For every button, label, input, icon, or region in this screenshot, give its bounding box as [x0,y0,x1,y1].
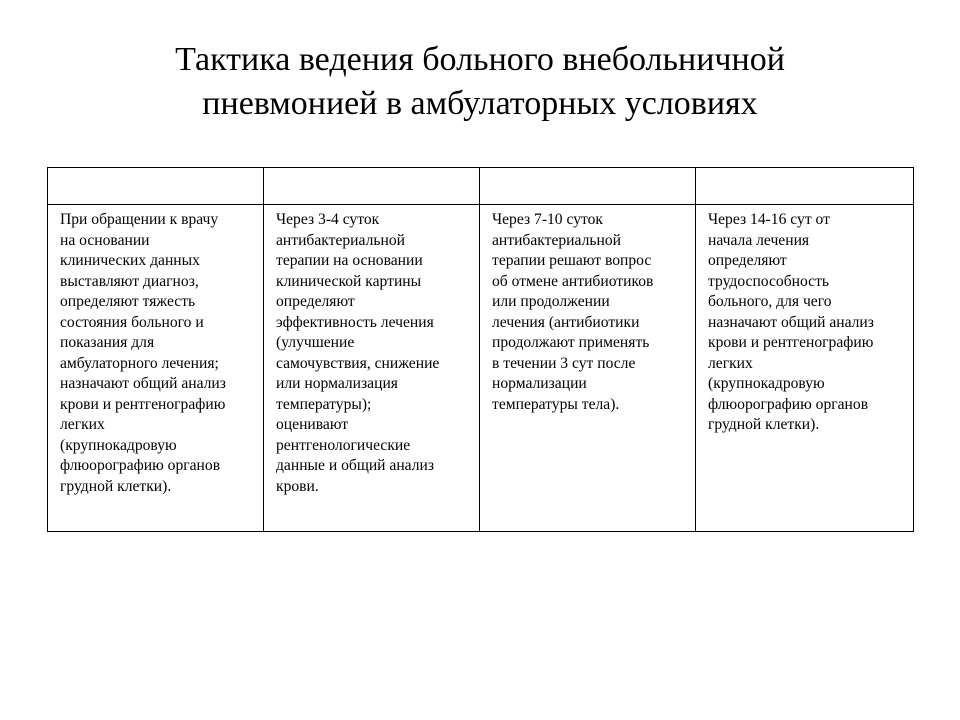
header-cell [696,168,914,205]
cell-text: Через 7-10 суток антибактериальной терапии решают вопрос об отмене антибиотиков или продолжении лечения (антибиотики продолжают применять в течении 3 сут после нормализации температуры тела). [492,211,654,413]
cell-text: Через 3-4 суток антибактериальной терапии на основании клинической картины определяют эффективность лечения (улучшение самочувствия, снижение или нормализация температуры); оценивают рентгенологические данные и общий анализ крови. [276,211,440,495]
table-cell-day-7-10 [480,205,696,532]
table-cell-day-14-16 [696,205,914,532]
cell-text: Через 14-16 сут от начала лечения определяют трудоспособность больного, для чего назначают общий анализ крови и рентгенографию легких (крупнокадровую флюорографию органов грудной клетки). [708,211,874,433]
table-cell-initial-visit [48,205,264,532]
header-cell [480,168,696,205]
table-cell-day-3-4 [264,205,480,532]
slide-title [0,38,960,126]
slide-title-line-2: пневмонией в амбулаторных условиях [202,85,758,122]
table-header-row [48,168,914,205]
tactics-table [47,167,914,532]
header-cell [48,168,264,205]
slide-title-line-1: Тактика ведения больного внебольничной [175,41,785,78]
cell-text: При обращении к врачу на основании клинических данных выставляют диагноз, определяют тяжесть состояния больного и показания для амбулаторного лечения; назначают общий анализ крови и рентгенографию легких (крупнокадровую флюорографию органов грудной клетки). [60,211,226,495]
header-cell [264,168,480,205]
table-row [48,205,914,532]
